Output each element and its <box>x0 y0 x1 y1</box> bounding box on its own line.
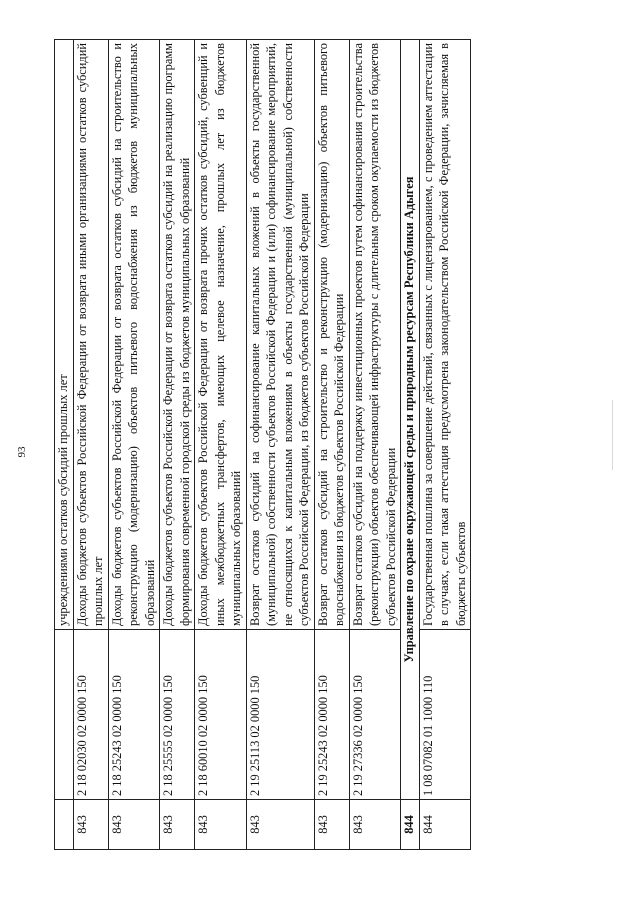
revenue-code-cell: 2 18 60010 02 0000 150 <box>195 630 247 800</box>
table-row <box>73 40 108 850</box>
rotated-page-content <box>54 40 584 850</box>
budget-revenue-table <box>54 39 471 850</box>
admin-code-cell: 844 <box>419 800 471 850</box>
revenue-name-cell: Доходы бюджетов субъектов Российской Федерации от возврата иными организациями остатков субсидий прошлых лет <box>73 40 108 630</box>
revenue-name-cell: Возврат остатков субсидий на софинансирование капитальных вложений в объекты государственной (муниципальной) собственности субъектов Российской Федерации и (или) софинансирование мероприятий, не относящихся к капитальным вложениям в объекты государственной (муниципальной) собственности субъектов Российской Федерации, из бюджетов субъектов Российской Федерации <box>246 40 314 630</box>
revenue-code-cell: 1 08 07082 01 1000 110 <box>419 630 471 800</box>
admin-code-cell: 843 <box>160 800 195 850</box>
table-row <box>55 40 74 850</box>
admin-code-cell: 843 <box>73 800 108 850</box>
revenue-name-cell: Государственная пошлина за совершение действий, связанных с лицензированием, с проведением аттестации в случаях, если такая аттестация предусмотрена законодательством Российской Федерации, зачисляемая в бюджеты субъектов <box>419 40 471 630</box>
table-body <box>55 40 471 850</box>
admin-code-cell <box>55 800 74 850</box>
revenue-name-cell: Возврат остатков субсидий на строительство и реконструкцию (модернизацию) объектов питьевого водоснабжения из бюджетов субъектов Российской Федерации <box>314 40 349 630</box>
revenue-name-cell: учреждениями остатков субсидий прошлых лет <box>55 40 74 630</box>
admin-code-cell: 843 <box>195 800 247 850</box>
table-row <box>160 40 195 850</box>
section-header-row <box>401 40 420 850</box>
admin-code-cell: 843 <box>314 800 349 850</box>
revenue-code-cell: 2 18 02030 02 0000 150 <box>73 630 108 800</box>
table-row <box>108 40 160 850</box>
revenue-name-cell: Возврат остатков субсидий на поддержку инвестиционных проектов путем софинансирования строительства (реконструкции) объектов обеспечивающей инфраструктуры с длительным сроком окупаемости из бюджетов субъектов Российской Федерации <box>349 40 401 630</box>
admin-code-cell: 843 <box>108 800 160 850</box>
table-row <box>314 40 349 850</box>
table-row <box>195 40 247 850</box>
revenue-name-cell: Доходы бюджетов субъектов Российской Федерации от возврата остатков субсидий на реализацию программ формирования современной городской среды из бюджетов муниципальных образований <box>160 40 195 630</box>
revenue-code-cell: 2 18 25243 02 0000 150 <box>108 630 160 800</box>
revenue-code-cell: 2 19 27336 02 0000 150 <box>349 630 401 800</box>
revenue-code-cell: 2 18 25555 02 0000 150 <box>160 630 195 800</box>
table-row <box>349 40 401 850</box>
admin-code-cell: 844 <box>401 800 420 850</box>
admin-code-cell: 843 <box>349 800 401 850</box>
revenue-code-cell: 2 19 25113 02 0000 150 <box>246 630 314 800</box>
admin-code-cell: 843 <box>246 800 314 850</box>
revenue-code-cell <box>55 630 74 800</box>
revenue-name-cell: Доходы бюджетов субъектов Российской Федерации от возврата прочих остатков субсидий, субвенций и иных межбюджетных трансфертов, имеющих целевое назначение, прошлых лет из бюджетов муниципальных образований <box>195 40 247 630</box>
scan-margin-mark <box>612 400 613 470</box>
table-row <box>419 40 471 850</box>
revenue-name-cell: Доходы бюджетов субъектов Российской Федерации от возврата остатков субсидий на строительство и реконструкцию (модернизацию) объектов питьевого водоснабжения из бюджетов муниципальных образований <box>108 40 160 630</box>
revenue-code-cell: 2 19 25243 02 0000 150 <box>314 630 349 800</box>
page-number: 93 <box>16 446 28 458</box>
section-title-cell: Управление по охране окружающей среды и природным ресурсам Республики Адыгея <box>401 40 420 800</box>
table-row <box>246 40 314 850</box>
